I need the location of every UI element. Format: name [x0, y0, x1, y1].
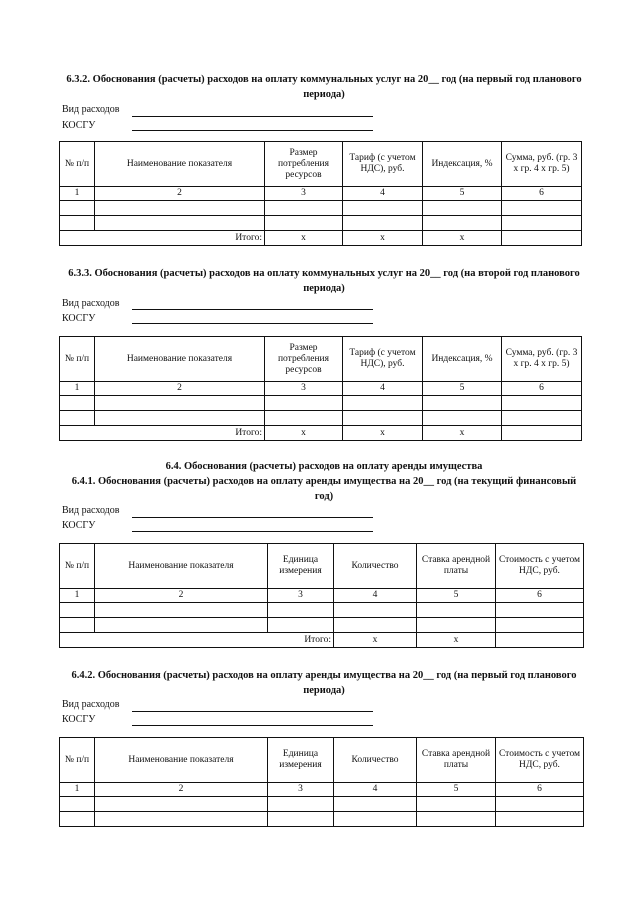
col-number: 5 [417, 589, 496, 603]
col-header: № п/п [60, 337, 95, 382]
col-header: Сумма, руб. (гр. 3 х гр. 4 х гр. 5) [502, 142, 582, 187]
x-cell: x [265, 231, 343, 246]
col-number: 2 [95, 589, 268, 603]
total-row [60, 426, 582, 441]
col-number: 3 [265, 382, 343, 396]
col-number: 5 [417, 783, 496, 797]
col-number: 1 [60, 783, 95, 797]
kosgu-line [132, 323, 373, 324]
section-6-3-3-title: 6.3.3. Обоснования (расчеты) расходов на оплату коммунальных услуг на 20__ год (на второй год планового периода) [68, 268, 580, 294]
col-number: 1 [60, 382, 95, 396]
kosgu-line [132, 725, 373, 726]
expense-type-line [132, 116, 373, 117]
col-header: Стоимость с учетом НДС, руб. [496, 738, 584, 783]
expense-type-label: Вид расходов [62, 298, 120, 309]
x-cell: x [334, 633, 417, 648]
col-header: Количество [334, 738, 417, 783]
table-row [60, 603, 584, 618]
col-header: Стоимость с учетом НДС, руб. [496, 544, 584, 589]
utilities-table-1 [59, 141, 582, 246]
x-cell: x [343, 231, 423, 246]
x-cell: x [423, 231, 502, 246]
col-header: Наименование показателя [95, 142, 265, 187]
kosgu-label: КОСГУ [62, 120, 96, 131]
kosgu-line [132, 531, 373, 532]
kosgu-label: КОСГУ [62, 714, 96, 725]
col-number: 6 [502, 187, 582, 201]
x-cell: x [343, 426, 423, 441]
table-row [60, 396, 582, 411]
col-number: 6 [496, 589, 584, 603]
total-row [60, 633, 584, 648]
col-header: Единица измерения [268, 738, 334, 783]
col-number: 5 [423, 187, 502, 201]
section-6-3-2-title: 6.3.2. Обоснования (расчеты) расходов на оплату коммунальных услуг на 20__ год (на первый год планового периода) [66, 74, 582, 100]
col-header: Тариф (с учетом НДС), руб. [343, 142, 423, 187]
table-row [60, 216, 582, 231]
col-header: № п/п [60, 738, 95, 783]
expense-type-line [132, 309, 373, 310]
rent-table-2 [59, 737, 584, 827]
expense-type-line [132, 517, 373, 518]
col-number: 1 [60, 589, 95, 603]
col-number: 6 [496, 783, 584, 797]
x-cell: x [423, 426, 502, 441]
col-number: 3 [268, 589, 334, 603]
col-number: 4 [334, 783, 417, 797]
rent-table-1 [59, 543, 584, 648]
col-header: Индексация, % [423, 337, 502, 382]
kosgu-label: КОСГУ [62, 520, 96, 531]
total-sum-cell [502, 231, 582, 246]
kosgu-label: КОСГУ [62, 313, 96, 324]
col-header: Единица измерения [268, 544, 334, 589]
utilities-table-2 [59, 336, 582, 441]
col-header: Размер потребления ресурсов [265, 337, 343, 382]
section-6-4-2-title: 6.4.2. Обоснования (расчеты) расходов на оплату аренды имущества на 20__ год (на первый год планового периода) [71, 670, 577, 696]
col-header: Тариф (с учетом НДС), руб. [343, 337, 423, 382]
col-header: Индексация, % [423, 142, 502, 187]
col-number: 5 [423, 382, 502, 396]
table-row [60, 201, 582, 216]
col-header: № п/п [60, 142, 95, 187]
col-number: 6 [502, 382, 582, 396]
kosgu-line [132, 130, 373, 131]
section-6-4-title: 6.4. Обоснования (расчеты) расходов на оплату аренды имущества [165, 461, 483, 472]
expense-type-label: Вид расходов [62, 505, 120, 516]
table-row [60, 812, 584, 827]
col-number: 4 [343, 187, 423, 201]
total-sum-cell [502, 426, 582, 441]
table-row [60, 618, 584, 633]
expense-type-line [132, 711, 373, 712]
col-header: Наименование показателя [95, 544, 268, 589]
col-number: 2 [95, 187, 265, 201]
total-label: Итого: [60, 426, 265, 441]
expense-type-label: Вид расходов [62, 699, 120, 710]
col-number: 2 [95, 382, 265, 396]
col-number: 2 [95, 783, 268, 797]
col-header: Наименование показателя [95, 738, 268, 783]
col-header: Ставка арендной платы [417, 738, 496, 783]
col-header: Сумма, руб. (гр. 3 х гр. 4 х гр. 5) [502, 337, 582, 382]
col-header: Размер потребления ресурсов [265, 142, 343, 187]
expense-type-label: Вид расходов [62, 104, 120, 115]
col-number: 3 [265, 187, 343, 201]
x-cell: x [265, 426, 343, 441]
section-6-4-1-title: 6.4.1. Обоснования (расчеты) расходов на оплату аренды имущества на 20__ год (на текущий финансовый год) [71, 476, 577, 502]
col-header: Наименование показателя [95, 337, 265, 382]
table-row [60, 411, 582, 426]
col-number: 4 [343, 382, 423, 396]
col-number: 4 [334, 589, 417, 603]
table-row [60, 797, 584, 812]
total-sum-cell [496, 633, 584, 648]
total-row [60, 231, 582, 246]
col-number: 1 [60, 187, 95, 201]
col-header: Количество [334, 544, 417, 589]
col-header: № п/п [60, 544, 95, 589]
total-label: Итого: [60, 231, 265, 246]
col-header: Ставка арендной платы [417, 544, 496, 589]
col-number: 3 [268, 783, 334, 797]
total-label: Итого: [60, 633, 334, 648]
x-cell: x [417, 633, 496, 648]
